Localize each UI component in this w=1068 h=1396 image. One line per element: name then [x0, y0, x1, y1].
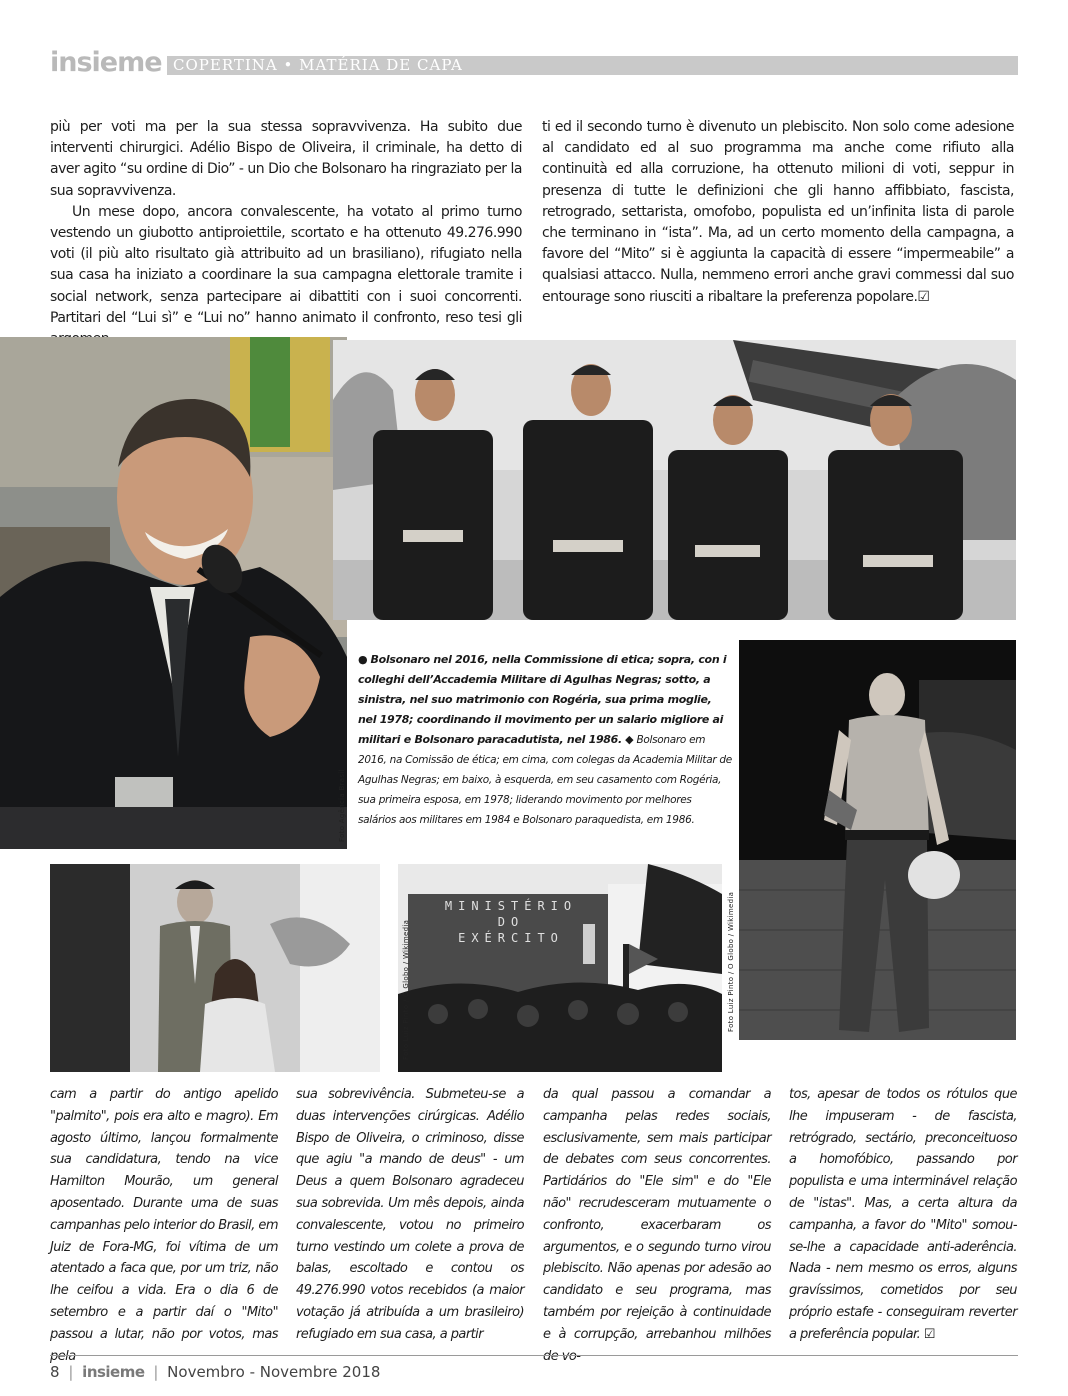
photo-military-academy-cadets — [333, 340, 1016, 620]
page-footer — [50, 1355, 1018, 1379]
italian-column-left — [50, 117, 522, 347]
end-mark-icon: ☑ — [923, 1326, 935, 1342]
footer-logo: insieme — [82, 1363, 145, 1381]
issue-date: Novembro - Novembre 2018 — [167, 1363, 381, 1381]
italian-paragraph — [542, 117, 1014, 308]
portuguese-column-1: cam a partir do antigo apelido "palmito", pois era alto e magro). Em agosto último, lançou formalmente sua candidatura, tendo na vice Hamilton Mourão, um general aposentado. Durante uma de suas campanhas pelo interior do Brasil, em Juiz de Fora-MG, foi vítima de um atentado a faca que, por um triz, não lhe ceifou a vida. Era o dia 6 de setembro e a partir daí o "Mito" passou a lutar, não por votos, mas pela — [50, 1087, 278, 1364]
italian-paragraph: più per voti ma per la sua stessa sopravvivenza. Ha subito due interventi chirurgici. Adélio Bispo de Oliveira, il criminale, ha detto di aver agito “su ordine di Dio” - un Dio che Bolsonaro ha ringraziato per la sua sopravvivenza. — [50, 119, 522, 199]
magazine-logo: insieme — [50, 47, 162, 78]
building-lettering-line: EXÉRCITO — [458, 931, 564, 945]
photo-ministerio-exercito-protest — [398, 864, 722, 1072]
caption-bullet-icon: ● — [358, 653, 368, 666]
caption-italian: Bolsonaro nel 2016, nella Commissione di etica; sopra, con i colleghi dell’Accademia Militare di Agulhas Negras; sotto, a sinistra, nel suo matrimonio con Rogéria, sua prima moglie, nel 1978; coordinando il movimento per un salario migliore ai militari e Bolsonaro paracadutista, nel 1986. — [358, 653, 727, 746]
portuguese-column-4-text: tos, apesar de todos os rótulos que lhe impuseram - de fascista, retrógrado, sectário, preconceituoso a homofóbico, passando por populista e uma interminável relação de "istas". Mas, a certa altura da campanha, a favor do "Mito" somou-se-lhe a capacidade anti-aderência. Nada - nem mesmo os erros, alguns gravíssimos, cometidos por seu próprio estafe - conseguiram reverter a preferência popular. — [789, 1087, 1017, 1342]
building-lettering-line: DO — [497, 915, 525, 929]
photo-bolsonaro-commission — [0, 337, 347, 849]
photo-bolsonaro-paratrooper — [727, 640, 1016, 1040]
photo-wedding-rogeria — [50, 864, 380, 1072]
end-mark-icon: ☑ — [917, 288, 930, 305]
italian-paragraph-text: ti ed il secondo turno è divenuto un plebiscito. Non solo come adesione al candidato ed al suo programma ma anche come rifiuto alla continuità ed alla corruzione, ha ottenuto milioni di voti, seppur in presenza di tutte le definizioni che gli hanno affibbiato, fascista, retrogrado, settarista, omofobo, populista ed un’infinita lista di parole che terminano in “ista”. Ma, ad un certo momento della campagna, a favore del “Mito” si è aggiunta la capacità di essere “impermeabile” a qualsiasi attacco. Nulla, nemmeno errori anche gravi commessi dal suo entourage sono riusciti a ribaltare la preferenza popolare. — [542, 119, 1014, 305]
portuguese-column-3: da qual passou a comandar a campanha pelas redes sociais, esclusivamente, sem mais participar de debates com seus concorrentes. Partidários do "Ele sim" e do "Ele não" recrudesceram mutuamente o confronto, exacerbaram os argumentos, e o segundo turno virou plebiscito. Não apenas por adesão ao candidato e seu programa, mas também por rejeição à continuidade e à corrupção, arrebanhou milhões de vo- — [543, 1087, 771, 1364]
section-label: COPERTINA • MATÉRIA DE CAPA — [173, 56, 463, 74]
italian-paragraph: Un mese dopo, ancora convalescente, ha votato al primo turno vestendo un giubotto antiproiettile, scortato e ha ottenuto 49.276.990 voti (il più alto risultato già attribuito ad un brasiliano), rifugiato nella sua casa ha iniziato a coordinare la sua campagna elettorale tramite i social network, senza partecipare ai dibattiti con i suoi concorrenti. Partitari del “Lui sì” e “Lui no” hanno animato il confronto, reso tesi gli — [50, 203, 522, 326]
building-lettering — [416, 898, 606, 946]
footer-separator: | — [153, 1363, 159, 1381]
portuguese-column-4 — [789, 1084, 1017, 1346]
footer-separator: | — [68, 1363, 74, 1381]
caption-portuguese: Bolsonaro em 2016, na Comissão de ética; em cima, com colegas da Academia Militar de Agulhas Negras; em baixo, à esquerda, em seu casamento com Rogéria, sua primeira esposa, em 1978; liderando movimento por melhores salários aos militares em 1984 e Bolsonaro paraquedista, em 1986. — [358, 734, 732, 826]
photo-credit: Foto Luiz Pinto / O Globo / Wikimedia — [727, 891, 735, 1032]
portuguese-column-2: sua sobrevivência. Submeteu-se a duas intervenções cirúrgicas. Adélio Bispo de Oliveira, o criminoso, disse que agiu "a mando de deus" - um Deus a quem Bolsonaro agradeceu sua sobrevida. Um mês depois, ainda convalescente, votou no primeiro turno vestindo um colete a prova de balas, escoltado e contou os 49.276.990 votos recebidos (a maior votação já atribuída a um brasileiro) refugiado em sua casa, a partir — [296, 1087, 524, 1342]
italian-column-right — [542, 117, 1014, 347]
section-bar — [167, 56, 1018, 75]
building-lettering-line: MINISTÉRIO — [444, 899, 578, 913]
page-number: 8 — [50, 1363, 60, 1381]
caption-diamond-icon: ◆ — [625, 733, 634, 746]
photo-credit: Foto Luiz Pinto / O Globo / Wikimedia — [402, 919, 410, 1060]
page-header — [50, 47, 1018, 78]
photo-caption — [358, 650, 732, 850]
footer-row — [50, 1362, 380, 1382]
photo-credit: Foto Agência Brasil — [338, 769, 346, 842]
